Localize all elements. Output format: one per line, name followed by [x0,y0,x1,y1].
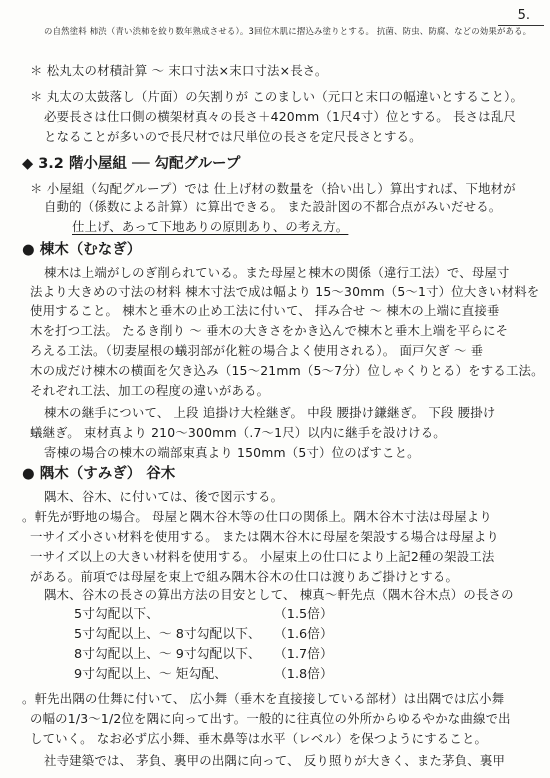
text-line: 自動的（係数による計算）に算出できる。 また設計図の不都合点がみいだせる。 [44,199,502,214]
text-line: ＊ 丸太の太鼓落し（片面）の矢割りが このましい（元口と末口の幅違いとすること）。 [30,89,524,104]
text-line: 寄棟の場合の棟木の端部束真より 150mm（5寸）位のばすこと。 [44,445,420,460]
grade-row-label: 5寸勾配以上、〜 8寸勾配以下、 [74,627,261,642]
text-line: 隅木、谷木の長さの算出方法の目安として、 棟真〜軒先点（隅木谷木点）の長さの [44,587,514,602]
page-number: 5. [517,8,530,23]
text-line: 一サイズ小さい材料を使用する。 または隅木谷木に母屋を架設する場合は母屋より [30,529,499,544]
text-line: 。軒先が野地の場合。 母屋と隅木谷木等の仕口の関係上。隅木谷木寸法は母屋より [22,509,492,524]
text-line: 一サイズ以上の大きい材料を使用する。 小屋束上の仕口により上記2種の架設工法 [30,549,495,564]
text-line: 必要長さは仕口側の横架材真々の長さ＋420mm（1尺4寸）位とする。 長さは乱尺 [44,109,516,124]
grade-row-value: （1.6倍） [274,627,333,642]
grade-row-label: 9寸勾配以上、〜 矩勾配、 [74,667,227,682]
text-line: の自然塗料 柿渋（青い渋柿を絞り数年熟成させる）。3回位木肌に摺込み塗りとする。 抗菌、防虫、防腐、などの効果がある。 [44,26,532,36]
grade-row-label: 8寸勾配以上、〜 9寸勾配以下、 [74,647,261,662]
text-line: それぞれ工法、加工の程度の違いがある。 [30,383,270,398]
text-line: 使用すること。 棟木と垂木の止め工法に付いて、 拝み合せ 〜 棟木の上端に直接垂 [30,303,500,318]
text-line: 木を打つ工法。 たるき削り 〜 垂木の大きさをかき込んで棟木と垂木上端を平らにそ [30,323,509,338]
section-heading: ● 隅木（すみぎ） 谷木 [22,466,176,482]
section-heading: ◆ 3.2 階小屋組 ── 勾配グループ [22,156,241,172]
text-line: していく。 なお必ず広小舞、垂木鼻等は水平（レベル）を保つようにすること。 [30,731,488,746]
text-line: 棟木は上端がしのぎ削られている。また母屋と棟木の関係（違行工法）で、母屋寸 [44,265,510,280]
text-line: がある。前項では母屋を束上で組み隅木谷木の仕口は渡りあご掛けとする。 [30,569,459,584]
text-line: 。軒先出隅の仕舞に付いて、 広小舞（垂木を直接接している部材）は出隅では広小舞 [22,691,505,706]
text-line: 棟木の継手について、 上段 追掛け大栓継ぎ。 中段 腰掛け鎌継ぎ。 下段 腰掛け [44,405,496,420]
text-line: ろえる工法。（切妻屋根の蟻羽部が化粧の場合よく使用される）。 面戸欠ぎ 〜 垂 [30,343,484,358]
text-line: となることが多いので長尺材では尺単位の長さを定尺長さとする。 [44,129,422,144]
grade-row-value: （1.5倍） [274,607,333,622]
grade-row-value: （1.7倍） [274,647,333,662]
text-line: 蟻継ぎ。 束材真より 210〜300mm（.7〜1尺）以内に継手を設けける。 [30,425,446,440]
text-line: ＊ 松丸太の材積計算 〜 末口寸法×末口寸法×長さ。 [30,63,328,78]
text-line: ＊ 小屋組（勾配グループ）では 仕上げ材の数量を（拾い出し）算出すれば、下地材が [30,181,516,196]
text-line: 社寺建築では、 茅負、裏甲の出隅に向って、 反り照りが大きく、また茅負、裏甲 [44,753,506,768]
text-line: 隅木、谷木、に付いては、後で図示する。 [44,489,284,504]
grade-row-label: 5寸勾配以下、 [74,607,159,622]
text-line: 木の成だけ棟木の横面を欠き込み（15〜21mm（5〜7分）位しゃくりとる）をする工法。 [30,363,544,378]
text-line: 法より大きめの寸法の材料 棟木寸法で成は幅より 15〜30mm（5〜1寸）位大きい材料を [30,284,540,299]
text-line-underlined: 仕上げ、あって下地ありの原則あり、の考え方。 [72,219,349,234]
grade-row-value: （1.8倍） [274,667,333,682]
text-line: の幅の1/3〜1/2位を隅に向って出す。一般的に往真位の外所からゆるやかな曲線で出 [30,711,511,726]
section-heading: ● 棟木（むなぎ） [22,242,142,258]
